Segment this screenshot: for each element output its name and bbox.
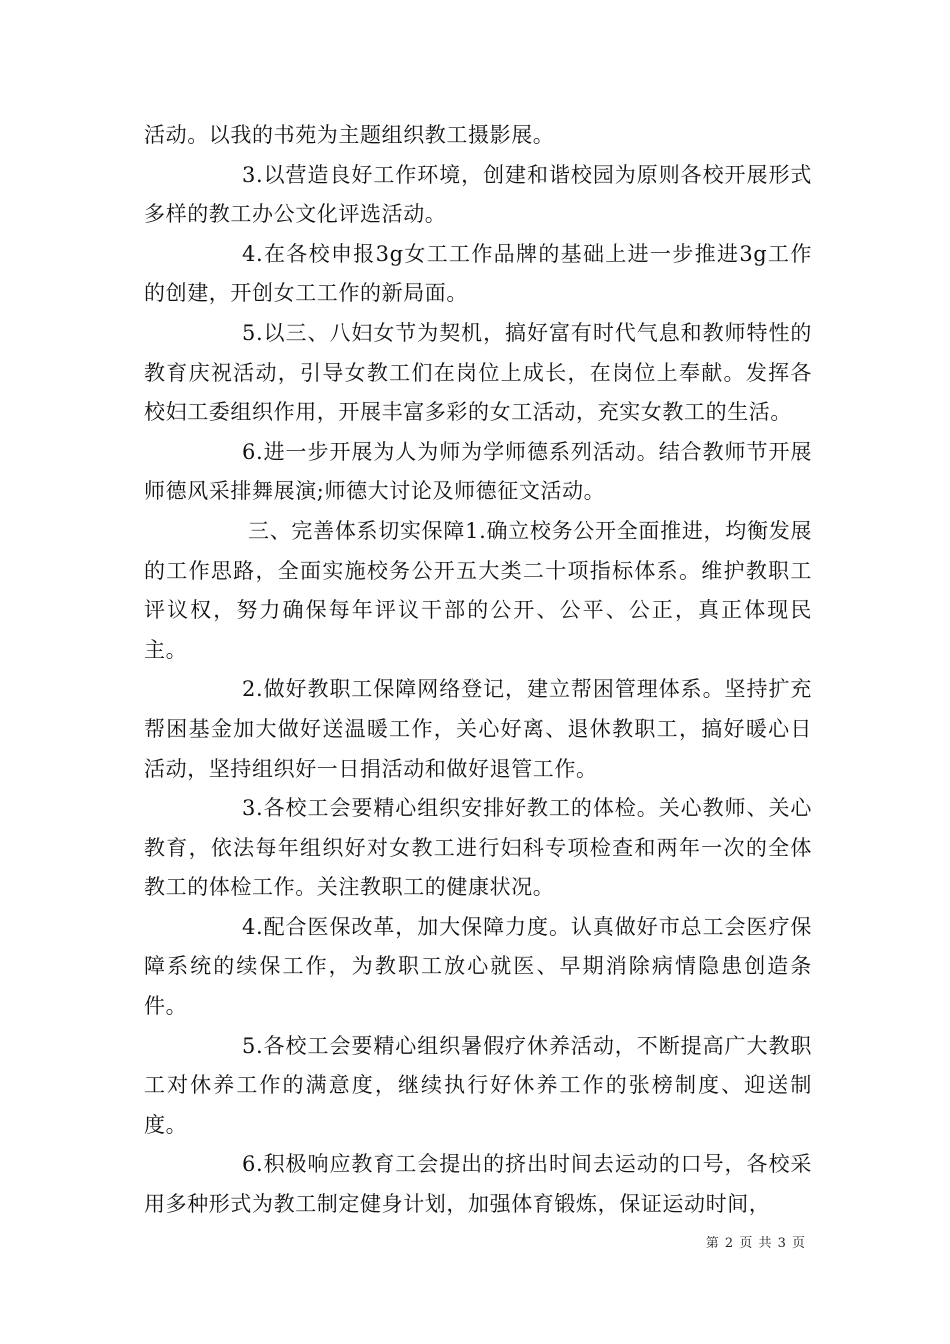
- paragraph-item-5b: 5.各校工会要精心组织暑假疗休养活动，不断提高广大教职工对休养工作的满意度，继续执行好休养工作的张榜制度、迎送制度。: [144, 1033, 812, 1137]
- page-number-footer: 第 2 页 共 3 页: [705, 1236, 806, 1251]
- document-body: [144, 116, 812, 1225]
- paragraph-item-2b: 2.做好教职工保障网络登记，建立帮困管理体系。坚持扩充帮困基金加大做好送温暖工作，关心好离、退休教职工，搞好暖心日活动，坚持组织好一日捐活动和做好退管工作。: [144, 677, 812, 781]
- paragraph-item-3: 3.以营造良好工作环境，创建和谐校园为原则各校开展形式多样的教工办公文化评选活动。: [144, 162, 812, 227]
- paragraph-item-5: 5.以三、八妇女节为契机，搞好富有时代气息和教师特性的教育庆祝活动，引导女教工们在岗位上成长，在岗位上奉献。发挥各校妇工委组织作用，开展丰富多彩的女工活动，充实女教工的生活。: [144, 320, 812, 425]
- paragraph-item-6: 6.进一步开展为人为师为学师德系列活动。结合教师节开展师德风采排舞展演;师德大讨论及师德征文活动。: [144, 439, 812, 504]
- paragraph-continuation: 活动。以我的书苑为主题组织教工摄影展。: [144, 123, 555, 147]
- section-three-paragraph: 三、完善体系切实保障1.确立校务公开全面推进，均衡发展的工作思路，全面实施校务公开五大类二十项指标体系。维护教职工评议权，努力确保每年评议干部的公开、公平、公正，真正体现民主。: [144, 518, 812, 662]
- paragraph-item-4: 4.在各校申报3g女工工作品牌的基础上进一步推进3g工作的创建，开创女工工作的新局面。: [144, 241, 812, 306]
- paragraph-item-3b: 3.各校工会要精心组织安排好教工的体检。关心教师、关心教育，依法每年组织好对女教工进行妇科专项检查和两年一次的全体教工的体检工作。关注教职工的健康状况。: [144, 796, 812, 900]
- paragraph-item-6b: 6.积极响应教育工会提出的挤出时间去运动的口号，各校采用多种形式为教工制定健身计划，加强体育锻炼，保证运动时间，: [144, 1152, 812, 1217]
- paragraph-item-4b: 4.配合医保改革，加大保障力度。认真做好市总工会医疗保障系统的续保工作，为教职工放心就医、早期消除病情隐患创造条件。: [144, 914, 812, 1019]
